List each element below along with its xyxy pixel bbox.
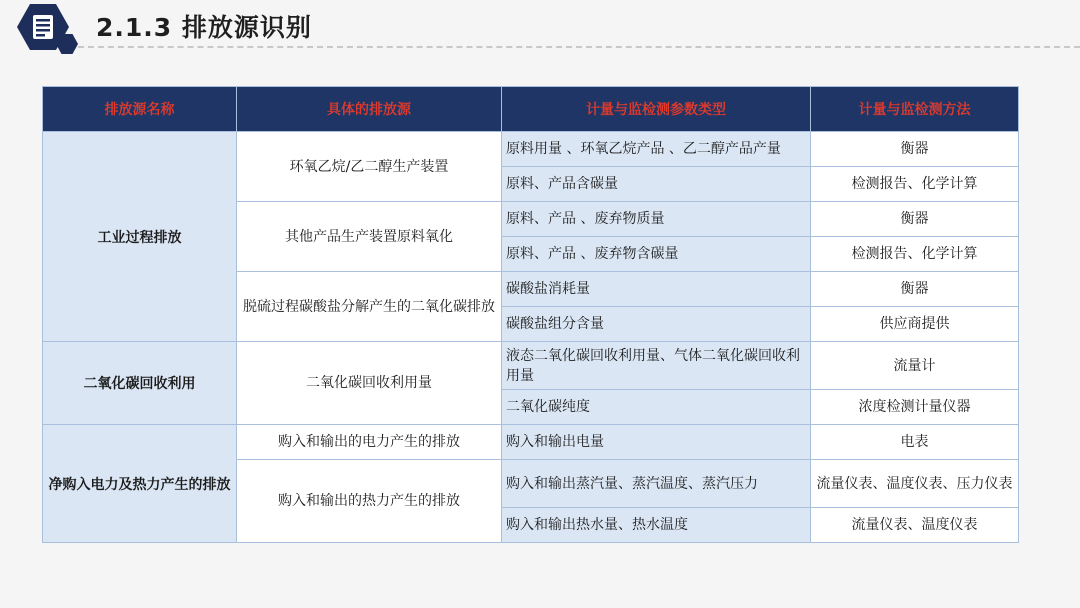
method-cell: 电表 [811, 425, 1019, 460]
category-cell: 工业过程排放 [43, 132, 237, 342]
param-cell: 二氧化碳纯度 [502, 390, 811, 425]
column-header: 具体的排放源 [237, 87, 502, 132]
source-cell: 其他产品生产装置原料氧化 [237, 202, 502, 272]
param-cell: 碳酸盐消耗量 [502, 272, 811, 307]
page-title: 2.1.3 排放源识别 [96, 13, 312, 42]
method-cell: 衡器 [811, 272, 1019, 307]
column-header: 排放源名称 [43, 87, 237, 132]
column-header: 计量与监检测方法 [811, 87, 1019, 132]
method-cell: 流量计 [811, 342, 1019, 390]
source-cell: 二氧化碳回收利用量 [237, 342, 502, 425]
param-cell: 购入和输出电量 [502, 425, 811, 460]
source-cell: 购入和输出的电力产生的排放 [237, 425, 502, 460]
method-cell: 衡器 [811, 132, 1019, 167]
method-cell: 检测报告、化学计算 [811, 237, 1019, 272]
source-cell: 脱硫过程碳酸盐分解产生的二氧化碳排放 [237, 272, 502, 342]
method-cell: 衡器 [811, 202, 1019, 237]
param-cell: 原料、产品含碳量 [502, 167, 811, 202]
param-cell: 购入和输出蒸汽量、蒸汽温度、蒸汽压力 [502, 460, 811, 508]
param-cell: 液态二氧化碳回收利用量、气体二氧化碳回收利用量 [502, 342, 811, 390]
title-divider [78, 46, 1080, 48]
method-cell: 供应商提供 [811, 307, 1019, 342]
document-list-icon [31, 14, 55, 40]
param-cell: 原料、产品 、废弃物含碳量 [502, 237, 811, 272]
method-cell: 检测报告、化学计算 [811, 167, 1019, 202]
emission-source-table [42, 86, 1019, 543]
column-header: 计量与监检测参数类型 [502, 87, 811, 132]
param-cell: 碳酸盐组分含量 [502, 307, 811, 342]
category-cell: 净购入电力及热力产生的排放 [43, 425, 237, 543]
table-row [43, 342, 1019, 390]
source-cell: 购入和输出的热力产生的排放 [237, 460, 502, 543]
param-cell: 原料用量 、环氧乙烷产品 、乙二醇产品产量 [502, 132, 811, 167]
category-cell: 二氧化碳回收利用 [43, 342, 237, 425]
param-cell: 原料、产品 、废弃物质量 [502, 202, 811, 237]
slide-header [0, 0, 1080, 78]
method-cell: 流量仪表、温度仪表 [811, 508, 1019, 543]
table-row [43, 425, 1019, 460]
method-cell: 浓度检测计量仪器 [811, 390, 1019, 425]
param-cell: 购入和输出热水量、热水温度 [502, 508, 811, 543]
table-header-row [43, 87, 1019, 132]
table-row [43, 132, 1019, 167]
source-cell: 环氧乙烷/乙二醇生产装置 [237, 132, 502, 202]
method-cell: 流量仪表、温度仪表、压力仪表 [811, 460, 1019, 508]
